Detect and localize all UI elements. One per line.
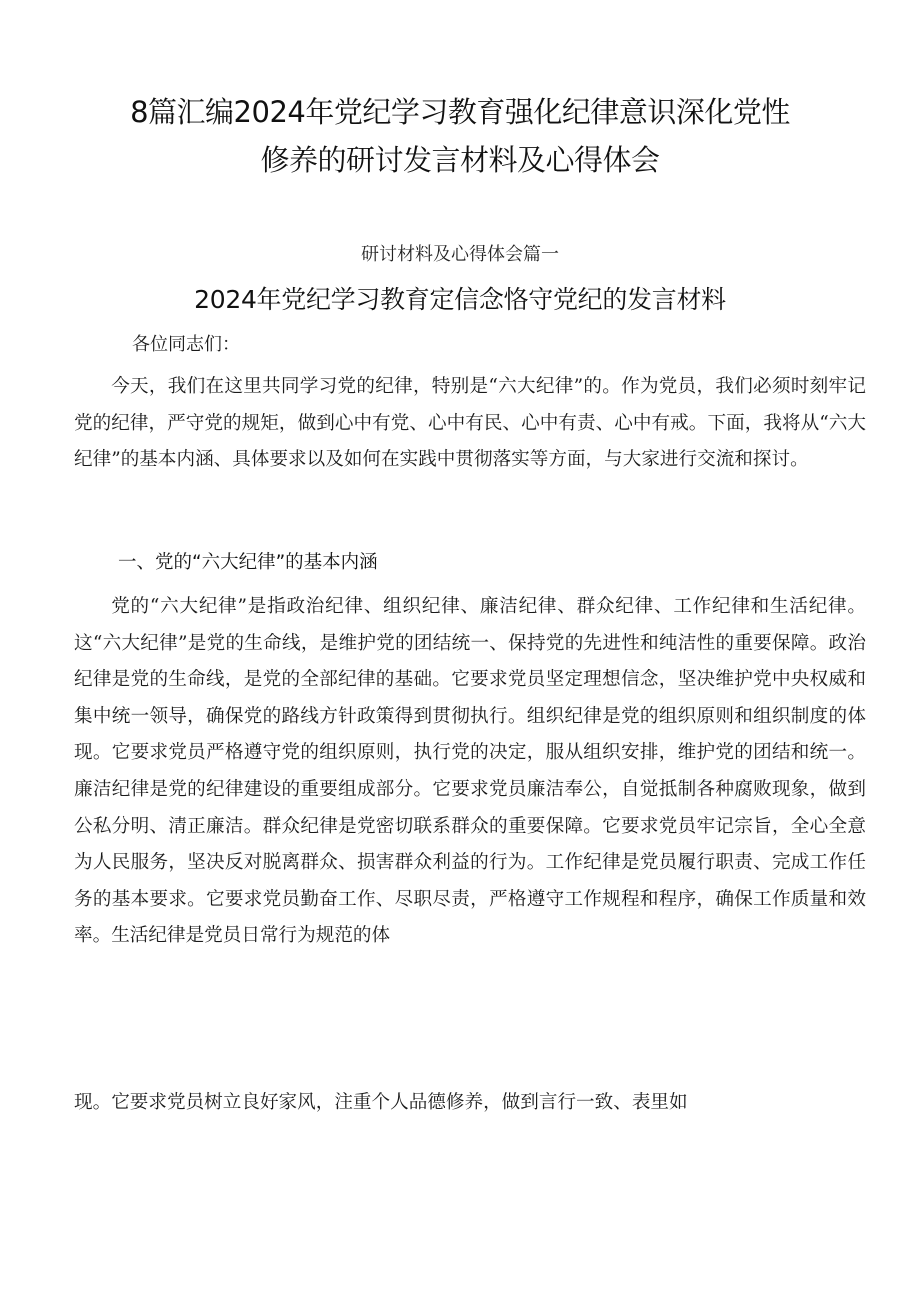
document-title [60,88,860,184]
salutation: 各位同志们： [132,334,240,355]
body-paragraph-3: 现。它要求党员树立良好家风，注重个人品德修养，做到言行一致、表里如 [74,1092,688,1113]
section-label: 研讨材料及心得体会篇一 [361,244,559,265]
section-heading-1: 一、党的“六大纪律”的基本内涵 [118,552,378,573]
document-title-line-2: 修养的研讨发言材料及心得体会 [260,143,660,177]
body-paragraph-2: 党的“六大纪律”是指政治纪律、组织纪律、廉洁纪律、群众纪律、工作纪律和生活纪律。这“六大纪律”是党的生命线，是维护党的团结统一、保持党的先进性和纯洁性的重要保障。政治纪律是党的生命线，是党的全部纪律的基础。它要求党员坚定理想信念，坚决维护党中央权威和集中统一领导，确保党的路线方针政策得到贯彻执行。组织纪律是党的组织原则和组织制度的体现。它要求党员严格遵守党的组织原则，执行党的决定，服从组织安排，维护党的团结和统一。廉洁纪律是党的纪律建设的重要组成部分。它要求党员廉洁奉公，自觉抵制各种腐败现象，做到公私分明、清正廉洁。群众纪律是党密切联系群众的重要保障。它要求党员牢记宗旨，全心全意为人民服务，坚决反对脱离群众、损害群众利益的行为。工作纪律是党员履行职责、完成工作任务的基本要求。它要求党员勤奋工作、尽职尽责，严格遵守工作规程和程序，确保工作质量和效率。生活纪律是党员日常行为规范的体 [74,596,866,947]
body-paragraph-1: 今天，我们在这里共同学习党的纪律，特别是“六大纪律”的。作为党员，我们必须时刻牢记党的纪律，严守党的规矩，做到心中有党、心中有民、心中有责、心中有戒。下面，我将从“六大纪律”的基本内涵、具体要求以及如何在实践中贯彻落实等方面，与大家进行交流和探讨。 [74,376,866,471]
document-title-line-1: 8篇汇编2024年党纪学习教育强化纪律意识深化党性 [130,95,790,129]
section-title: 2024年党纪学习教育定信念恪守党纪的发言材料 [194,285,726,314]
